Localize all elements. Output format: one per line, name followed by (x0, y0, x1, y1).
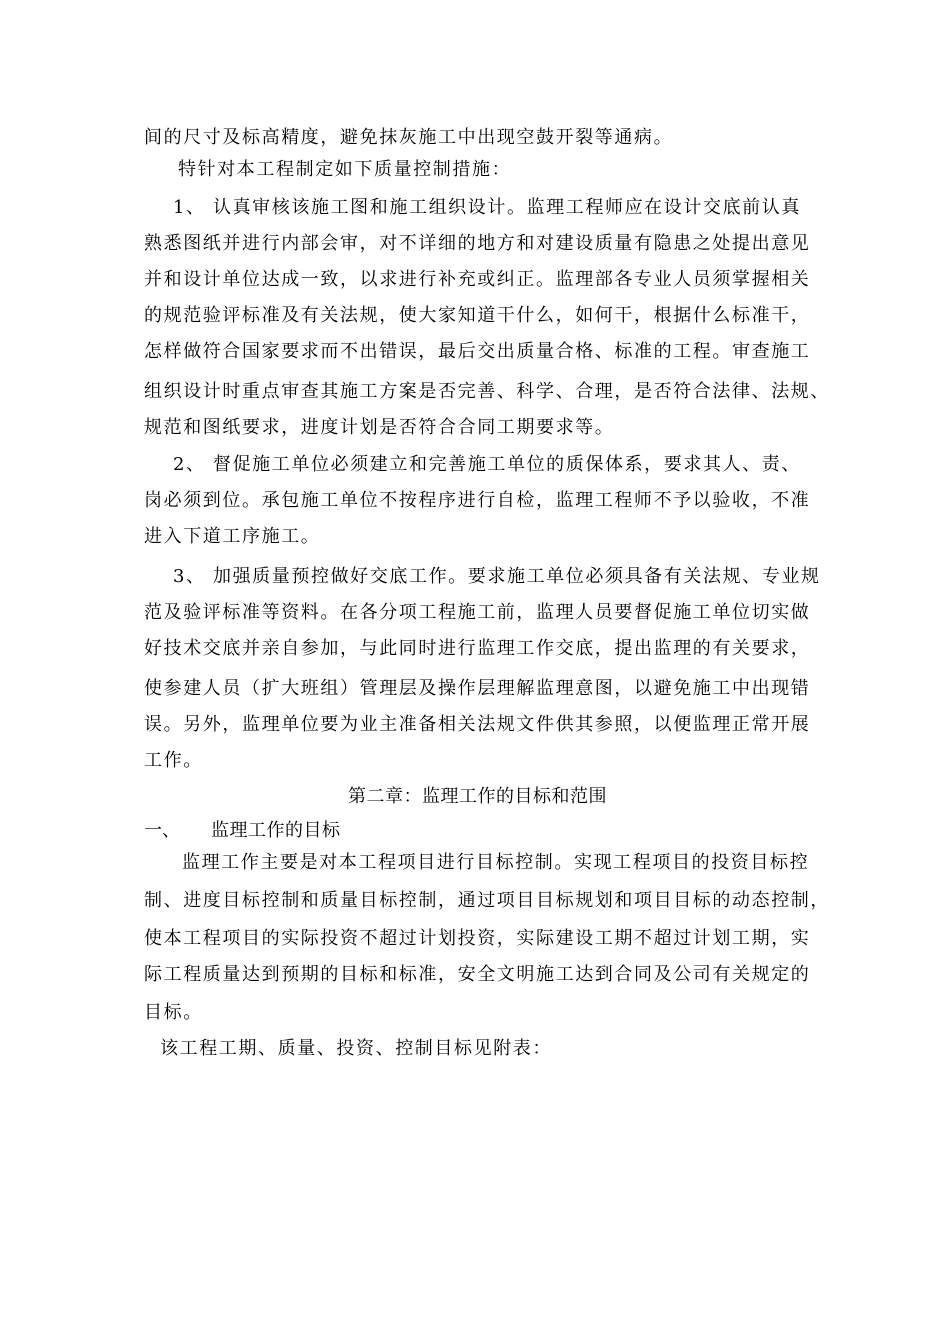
item3-line-5: 误。另外，监理单位要为业主准备相关法规文件供其参照，以便监理正常开展 (144, 714, 811, 735)
item2-line-2: 岗必须到位。承包施工单位不按程序进行自检，监理工程师不予以验收，不准 (144, 490, 811, 511)
item2-line-1: 2、 督促施工单位必须建立和完善施工单位的质保体系，要求其人、责、 (173, 454, 801, 475)
item1-line-5: 怎样做符合国家要求而不出错误，最后交出质量合格、标准的工程。审查施工 (144, 341, 811, 362)
section-body-line-1: 监理工作主要是对本工程项目进行目标控制。实现工程项目的投资目标控 (182, 852, 810, 873)
item1-line-6: 组织设计时重点审查其施工方案是否完善、科学、合理，是否符合法律、法规、 (144, 381, 830, 402)
intro-line-1: 间的尺寸及标高精度，避免抹灰施工中出现空鼓开裂等通病。 (144, 127, 674, 148)
item1-line-1: 1、 认真审核该施工图和施工组织设计。监理工程师应在设计交底前认真 (173, 197, 801, 218)
item3-line-3: 好技术交底并亲自参加，与此同时进行监理工作交底，提出监理的有关要求， (144, 638, 811, 659)
closing-line: 该工程工期、质量、投资、控制目标见附表： (160, 1038, 552, 1059)
section-body-line-2: 制、进度目标控制和质量目标控制，通过项目目标规划和项目目标的动态控制， (144, 890, 830, 911)
item1-line-3: 并和设计单位达成一致，以求进行补充或纠正。监理部各专业人员须掌握相关 (144, 269, 811, 290)
intro-line-2: 特针对本工程制定如下质量控制措施： (178, 159, 512, 180)
chapter-title: 第二章：监理工作的目标和范围 (348, 786, 607, 807)
section-number: 一、 (144, 820, 180, 841)
section-title: 监理工作的目标 (211, 820, 341, 841)
section-body-line-3: 使本工程项目的实际投资不超过计划投资，实际建设工期不超过计划工期，实 (144, 928, 811, 949)
item3-line-6: 工作。 (144, 750, 203, 771)
section-body-line-4: 际工程质量达到预期的目标和标准，安全文明施工达到合同及公司有关规定的 (144, 964, 811, 985)
item3-line-1: 3、 加强质量预控做好交底工作。要求施工单位必须具备有关法规、专业规 (173, 566, 821, 587)
item1-line-2: 熟悉图纸并进行内部会审，对不详细的地方和对建设质量有隐患之处提出意见 (144, 233, 811, 254)
item1-line-4: 的规范验评标准及有关法规，使大家知道干什么，如何干，根据什么标准干， (144, 305, 811, 326)
section-body-line-5: 目标。 (144, 1002, 203, 1023)
item2-line-3: 进入下道工序施工。 (144, 526, 321, 547)
item3-line-4: 使参建人员（扩大班组）管理层及操作层理解监理意图，以避免施工中出现错 (144, 678, 811, 699)
item3-line-2: 范及验评标准等资料。在各分项工程施工前，监理人员要督促施工单位切实做 (144, 602, 811, 623)
item1-line-7: 规范和图纸要求，进度计划是否符合合同工期要求等。 (144, 417, 615, 438)
